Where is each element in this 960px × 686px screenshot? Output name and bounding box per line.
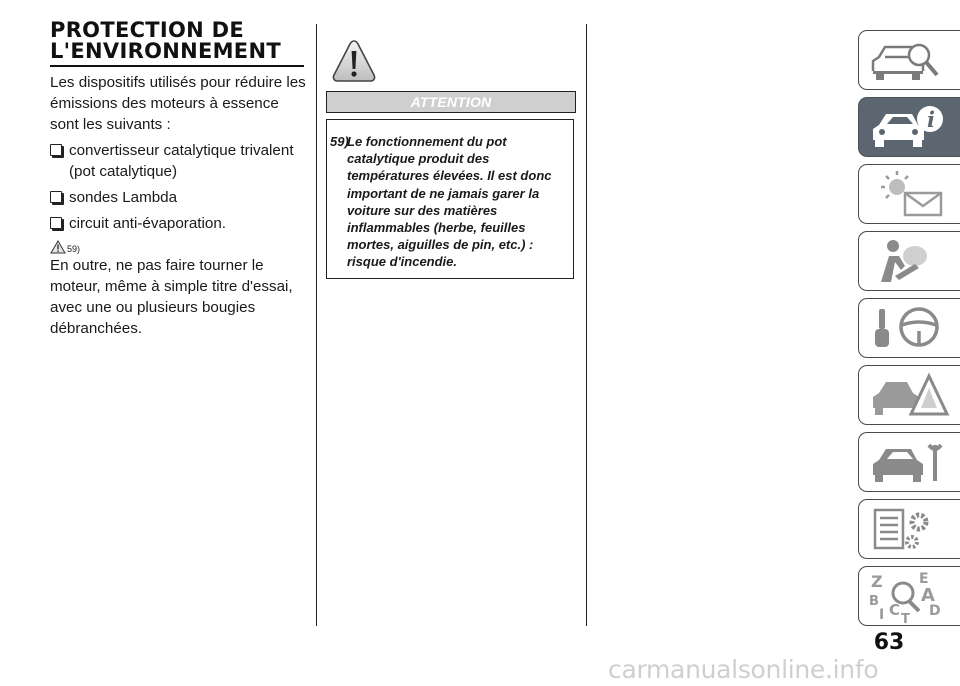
small-warning-triangle-icon bbox=[50, 240, 66, 254]
warning-reference[interactable] bbox=[50, 239, 306, 255]
key-steering-wheel-icon bbox=[867, 303, 951, 355]
warning-light-message-icon bbox=[867, 169, 951, 221]
section-title-line-1: PROTECTION DE bbox=[50, 18, 245, 42]
alphabetical-index-icon bbox=[867, 571, 951, 623]
section-title-line-2: L'ENVIRONNEMENT bbox=[50, 39, 281, 63]
checkbox-bullet-icon bbox=[50, 191, 62, 203]
column-divider bbox=[316, 24, 317, 626]
body-text bbox=[50, 72, 306, 339]
warning-item-text: Le fonctionnement du pot catalytique produit des températures élevées. Il est donc important de ne jamais garer la voiture sur des matières inflammables (herbe, feuilles mortes, aiguilles de pin, etc.) : risque d'incendie. bbox=[347, 134, 552, 270]
section-title bbox=[50, 20, 304, 67]
warning-item-number: 59) bbox=[330, 134, 349, 149]
warning-box bbox=[326, 119, 574, 279]
car-info-icon bbox=[867, 102, 951, 154]
checkbox-bullet-icon bbox=[50, 217, 62, 229]
specifications-gear-icon bbox=[867, 504, 951, 556]
index-letter: A bbox=[921, 585, 935, 606]
tab-car-info[interactable] bbox=[858, 97, 960, 157]
warning-header: ATTENTION bbox=[326, 91, 576, 113]
index-letter: D bbox=[929, 603, 941, 619]
column-divider bbox=[586, 24, 587, 626]
warning-item bbox=[330, 133, 565, 271]
intro-paragraph: Les dispositifs utilisés pour réduire les émissions des moteurs à essence sont les suivants : bbox=[50, 74, 306, 133]
tab-specifications[interactable] bbox=[858, 499, 960, 559]
list-item bbox=[50, 187, 306, 208]
car-warning-triangle-icon bbox=[867, 370, 951, 422]
index-letter: I bbox=[879, 607, 885, 623]
tab-starting-driving[interactable] bbox=[858, 298, 960, 358]
index-letter: B bbox=[869, 594, 879, 609]
airbag-passenger-icon bbox=[867, 236, 951, 288]
car-magnifier-icon bbox=[867, 35, 951, 87]
index-letter: C bbox=[889, 601, 901, 619]
svg-text:i: i bbox=[927, 107, 935, 132]
watermark-text: carmanualsonline.info bbox=[608, 655, 879, 684]
tab-safety[interactable] bbox=[858, 231, 960, 291]
warning-reference-number: 59) bbox=[67, 243, 81, 254]
tab-index[interactable] bbox=[858, 566, 960, 626]
list-item-text: sondes Lambda bbox=[69, 189, 178, 206]
tab-car-magnifier[interactable] bbox=[858, 30, 960, 90]
tab-emergency[interactable] bbox=[858, 365, 960, 425]
warning-triangle-icon bbox=[331, 38, 377, 84]
page-number: 63 bbox=[873, 630, 905, 655]
tab-maintenance[interactable] bbox=[858, 432, 960, 492]
list-item bbox=[50, 213, 306, 234]
car-wrench-icon bbox=[867, 437, 951, 489]
checkbox-bullet-icon bbox=[50, 144, 62, 156]
index-letter: T bbox=[901, 612, 910, 623]
index-letter: Z bbox=[871, 572, 883, 591]
after-paragraph: En outre, ne pas faire tourner le moteur, même à simple titre d'essai, avec une ou plusieurs bougies débranchées. bbox=[50, 257, 293, 337]
list-item-text: convertisseur catalytique trivalent (pot catalytique) bbox=[69, 142, 294, 180]
list-item-text: circuit anti-évaporation. bbox=[69, 215, 227, 232]
index-letter: E bbox=[919, 571, 929, 587]
list-item bbox=[50, 140, 306, 182]
tab-warning-lights[interactable] bbox=[858, 164, 960, 224]
